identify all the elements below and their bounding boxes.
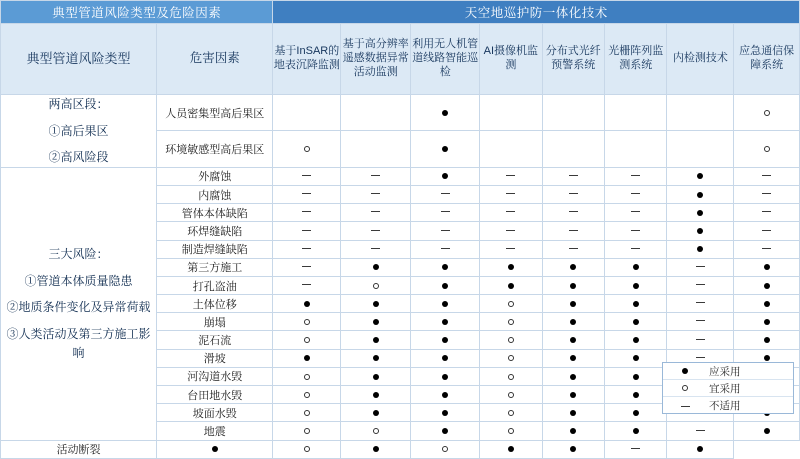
applicability-cell-dash	[411, 204, 480, 222]
applicability-cell-filled	[542, 404, 604, 422]
applicability-cell-filled	[667, 222, 734, 240]
applicability-cell-hollow	[480, 367, 542, 385]
applicability-cell-filled	[341, 258, 411, 276]
applicability-cell-filled	[734, 295, 800, 313]
applicability-cell-dash	[411, 222, 480, 240]
applicability-cell-filled	[273, 295, 341, 313]
legend-item	[663, 363, 793, 379]
applicability-cell-filled	[341, 386, 411, 404]
applicability-cell-none	[480, 95, 542, 131]
table-row	[1, 167, 800, 185]
applicability-cell-dash	[273, 204, 341, 222]
applicability-cell-dash	[480, 204, 542, 222]
applicability-cell-filled	[411, 404, 480, 422]
applicability-cell-filled	[157, 440, 273, 458]
applicability-cell-dash	[667, 422, 734, 440]
risk-category-line: 三大风险：	[48, 247, 109, 262]
applicability-cell-filled	[667, 240, 734, 258]
applicability-cell-filled	[542, 422, 604, 440]
col-header-risk-type: 典型管道风险类型	[1, 24, 157, 95]
risk-category-cell	[1, 167, 157, 440]
applicability-cell-dash	[542, 240, 604, 258]
col-header-hazard-factor: 危害因素	[157, 24, 273, 95]
applicability-cell-filled	[411, 167, 480, 185]
applicability-cell-dash	[542, 185, 604, 203]
legend-item	[663, 396, 793, 413]
applicability-cell-none	[667, 95, 734, 131]
hazard-factor-label: 坡面水毁	[157, 404, 273, 422]
applicability-cell-filled	[605, 258, 667, 276]
applicability-cell-hollow	[273, 386, 341, 404]
applicability-cell-dash	[542, 167, 604, 185]
band-right-title: 天空地巡护防一体化技术	[273, 1, 800, 24]
applicability-cell-filled	[411, 131, 480, 167]
applicability-cell-filled	[480, 258, 542, 276]
hazard-factor-label: 环境敏感型高后果区	[157, 131, 273, 167]
hazard-factor-label: 环焊缝缺陷	[157, 222, 273, 240]
hazard-factor-label: 地震	[157, 422, 273, 440]
hazard-factor-label: 活动断裂	[1, 440, 157, 458]
applicability-cell-dash	[605, 440, 667, 458]
applicability-cell-filled	[542, 295, 604, 313]
applicability-cell-hollow	[480, 404, 542, 422]
applicability-cell-filled	[605, 295, 667, 313]
applicability-cell-filled	[411, 349, 480, 367]
applicability-cell-dash	[480, 240, 542, 258]
applicability-cell-filled	[542, 367, 604, 385]
legend-label: 不适用	[709, 399, 741, 412]
col-header-tech-emergency-comm: 应急通信保障系统	[734, 24, 800, 95]
table-row	[1, 440, 800, 458]
applicability-cell-filled	[480, 276, 542, 294]
applicability-cell-dash	[605, 167, 667, 185]
legend-box	[662, 362, 794, 414]
applicability-cell-filled	[605, 349, 667, 367]
applicability-cell-none	[542, 95, 604, 131]
applicability-cell-dash	[667, 295, 734, 313]
risk-category-line: ②地质条件变化及异常荷载	[6, 300, 151, 315]
applicability-cell-filled	[273, 349, 341, 367]
legend-symbol-dash-icon	[667, 404, 703, 407]
applicability-cell-dash	[605, 222, 667, 240]
applicability-cell-filled	[411, 276, 480, 294]
applicability-cell-dash	[341, 204, 411, 222]
hazard-factor-label: 土体位移	[157, 295, 273, 313]
applicability-cell-filled	[341, 440, 411, 458]
applicability-cell-filled	[411, 258, 480, 276]
applicability-cell-dash	[341, 185, 411, 203]
applicability-cell-filled	[605, 404, 667, 422]
applicability-cell-dash	[605, 204, 667, 222]
applicability-cell-dash	[605, 185, 667, 203]
legend-item	[663, 379, 793, 396]
legend-label: 应采用	[709, 365, 741, 378]
applicability-cell-dash	[605, 240, 667, 258]
applicability-cell-hollow	[480, 349, 542, 367]
applicability-cell-dash	[273, 222, 341, 240]
hazard-factor-label: 打孔盗油	[157, 276, 273, 294]
applicability-cell-filled	[411, 95, 480, 131]
col-header-tech-insar: 基于InSAR的地表沉降监测	[273, 24, 341, 95]
applicability-cell-filled	[341, 404, 411, 422]
applicability-cell-hollow	[411, 440, 480, 458]
applicability-cell-dash	[542, 222, 604, 240]
applicability-cell-filled	[542, 440, 604, 458]
applicability-cell-filled	[411, 386, 480, 404]
risk-category-line: ③人类活动及第三方施工影响	[6, 326, 151, 360]
hazard-factor-label: 河沟道水毁	[157, 367, 273, 385]
applicability-cell-filled	[734, 331, 800, 349]
applicability-cell-filled	[411, 295, 480, 313]
applicability-cell-hollow	[480, 295, 542, 313]
applicability-cell-filled	[411, 422, 480, 440]
applicability-cell-filled	[341, 367, 411, 385]
col-header-tech-inline-inspection: 内检测技术	[667, 24, 734, 95]
applicability-cell-dash	[273, 258, 341, 276]
hazard-factor-label: 外腐蚀	[157, 167, 273, 185]
applicability-cell-dash	[667, 258, 734, 276]
band-left-title: 典型管道风险类型及危险因素	[1, 1, 273, 24]
applicability-cell-filled	[480, 440, 542, 458]
applicability-cell-filled	[667, 167, 734, 185]
applicability-cell-dash	[734, 185, 800, 203]
applicability-cell-dash	[734, 240, 800, 258]
applicability-cell-hollow	[734, 95, 800, 131]
risk-category-cell	[1, 95, 157, 168]
risk-category-line: ①管道本体质量隐患	[24, 273, 133, 288]
applicability-cell-dash	[734, 167, 800, 185]
applicability-cell-filled	[341, 331, 411, 349]
legend-label: 宜采用	[709, 382, 741, 395]
applicability-cell-dash	[341, 240, 411, 258]
applicability-cell-filled	[411, 331, 480, 349]
hazard-factor-label: 管体本体缺陷	[157, 204, 273, 222]
applicability-cell-filled	[734, 276, 800, 294]
applicability-cell-dash	[341, 222, 411, 240]
applicability-cell-hollow	[480, 422, 542, 440]
applicability-cell-filled	[605, 276, 667, 294]
applicability-cell-filled	[605, 386, 667, 404]
applicability-cell-dash	[734, 204, 800, 222]
col-header-tech-grating-array: 光栅阵列监测系统	[605, 24, 667, 95]
header-columns-row	[1, 24, 800, 95]
applicability-cell-dash	[480, 222, 542, 240]
col-header-tech-ai-camera: AI摄像机监测	[480, 24, 542, 95]
applicability-cell-hollow	[273, 131, 341, 167]
col-header-tech-remote-sensing: 基于高分辨率遥感数据异常活动监测	[341, 24, 411, 95]
applicability-cell-hollow	[480, 331, 542, 349]
applicability-cell-dash	[273, 276, 341, 294]
applicability-cell-filled	[605, 313, 667, 331]
applicability-cell-filled	[667, 440, 734, 458]
applicability-cell-filled	[341, 349, 411, 367]
applicability-cell-filled	[341, 295, 411, 313]
risk-category-line: ②高风险段	[48, 150, 109, 165]
col-header-tech-uav: 利用无人机管道线路智能巡检	[411, 24, 480, 95]
applicability-cell-dash	[480, 185, 542, 203]
applicability-cell-none	[605, 95, 667, 131]
applicability-cell-filled	[542, 276, 604, 294]
applicability-cell-hollow	[273, 367, 341, 385]
hazard-factor-label: 第三方施工	[157, 258, 273, 276]
applicability-cell-dash	[341, 167, 411, 185]
applicability-cell-hollow	[273, 440, 341, 458]
applicability-cell-none	[605, 131, 667, 167]
hazard-factor-label: 台田地水毁	[157, 386, 273, 404]
applicability-cell-hollow	[480, 313, 542, 331]
applicability-cell-none	[341, 131, 411, 167]
applicability-cell-hollow	[273, 422, 341, 440]
applicability-cell-none	[341, 95, 411, 131]
hazard-factor-label: 制造焊缝缺陷	[157, 240, 273, 258]
applicability-cell-hollow	[273, 331, 341, 349]
applicability-cell-dash	[273, 240, 341, 258]
applicability-cell-dash	[480, 167, 542, 185]
applicability-cell-filled	[542, 258, 604, 276]
legend-symbol-hollow-dot-icon	[667, 385, 703, 391]
applicability-cell-dash	[667, 313, 734, 331]
header-band-row	[1, 1, 800, 24]
hazard-factor-label: 内腐蚀	[157, 185, 273, 203]
applicability-cell-hollow	[273, 404, 341, 422]
legend-symbol-filled-dot-icon	[667, 368, 703, 374]
applicability-cell-filled	[605, 422, 667, 440]
applicability-cell-none	[542, 131, 604, 167]
applicability-cell-filled	[734, 422, 800, 440]
applicability-cell-filled	[542, 386, 604, 404]
applicability-cell-filled	[605, 331, 667, 349]
hazard-factor-label: 崩塌	[157, 313, 273, 331]
hazard-factor-label: 人员密集型高后果区	[157, 95, 273, 131]
applicability-cell-filled	[667, 204, 734, 222]
applicability-cell-hollow	[341, 422, 411, 440]
risk-category-line: 两高区段：	[48, 97, 109, 111]
applicability-cell-filled	[734, 313, 800, 331]
applicability-cell-filled	[734, 258, 800, 276]
applicability-cell-filled	[411, 367, 480, 385]
applicability-cell-dash	[273, 167, 341, 185]
applicability-cell-dash	[411, 240, 480, 258]
applicability-cell-dash	[734, 222, 800, 240]
hazard-factor-label: 滑坡	[157, 349, 273, 367]
applicability-cell-filled	[542, 313, 604, 331]
applicability-cell-dash	[667, 276, 734, 294]
applicability-cell-hollow	[480, 386, 542, 404]
applicability-cell-hollow	[341, 276, 411, 294]
applicability-cell-filled	[542, 331, 604, 349]
applicability-cell-filled	[411, 313, 480, 331]
applicability-cell-hollow	[273, 313, 341, 331]
applicability-cell-none	[480, 131, 542, 167]
applicability-cell-dash	[273, 185, 341, 203]
applicability-cell-dash	[411, 185, 480, 203]
applicability-cell-filled	[605, 367, 667, 385]
table-row	[1, 95, 800, 131]
applicability-cell-none	[273, 95, 341, 131]
applicability-cell-dash	[667, 331, 734, 349]
col-header-tech-distributed-fiber: 分布式光纤预警系统	[542, 24, 604, 95]
applicability-cell-hollow	[734, 131, 800, 167]
applicability-cell-filled	[341, 313, 411, 331]
risk-category-line: ①高后果区	[48, 123, 109, 138]
applicability-cell-filled	[667, 185, 734, 203]
applicability-cell-none	[667, 131, 734, 167]
hazard-factor-label: 泥石流	[157, 331, 273, 349]
applicability-cell-dash	[542, 204, 604, 222]
table-header	[1, 1, 800, 95]
applicability-cell-filled	[542, 349, 604, 367]
